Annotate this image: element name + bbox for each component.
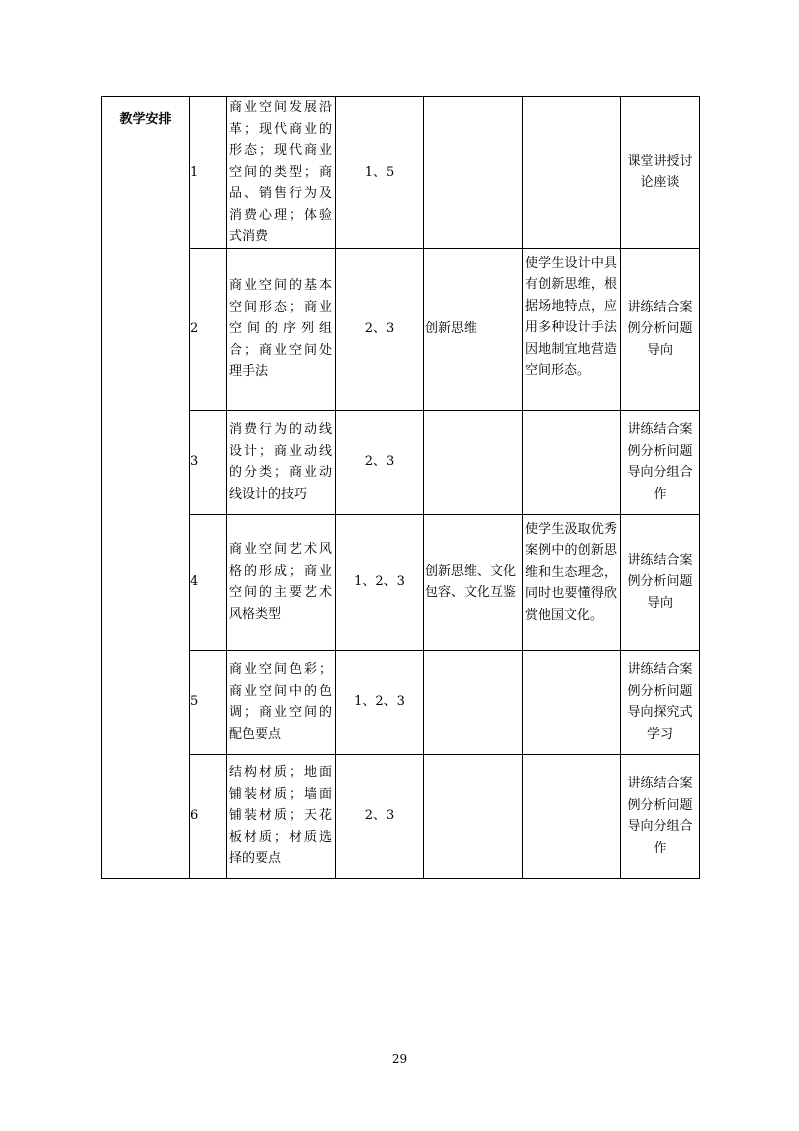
method-cell: 讲练结合案例分析问题导向 <box>621 514 700 650</box>
table-row <box>102 97 700 249</box>
page-number: 29 <box>391 1052 408 1066</box>
table-row <box>102 650 700 754</box>
hours-cell: 1、2、3 <box>336 514 424 650</box>
ideology-cell <box>523 650 621 754</box>
content-cell: 商业空间的基本空间形态；商业空间的序列组合；商业空间处理手法 <box>227 248 336 410</box>
row-number: 3 <box>190 410 227 514</box>
row-number: 4 <box>190 514 227 650</box>
content-cell: 商业空间发展沿革；现代商业的形态；现代商业空间的类型；商品、销售行为及消费心理；体验式消费 <box>227 97 336 249</box>
content-cell: 商业空间艺术风格的形成；商业空间的主要艺术风格类型 <box>227 514 336 650</box>
method-cell: 讲练结合案例分析问题导向分组合作 <box>621 754 700 878</box>
ideology-cell <box>523 754 621 878</box>
hours-cell: 2、3 <box>336 248 424 410</box>
table-row <box>102 514 700 650</box>
goal-cell <box>424 97 523 249</box>
ideology-cell: 使学生设计中具有创新思维，根据场地特点，应用多种设计手法因地制宜地营造空间形态。 <box>523 248 621 410</box>
row-number: 1 <box>190 97 227 249</box>
table-row <box>102 410 700 514</box>
goal-cell <box>424 410 523 514</box>
row-number: 2 <box>190 248 227 410</box>
row-number: 6 <box>190 754 227 878</box>
row-number: 5 <box>190 650 227 754</box>
method-cell: 讲练结合案例分析问题导向探究式学习 <box>621 650 700 754</box>
method-cell: 课堂讲授讨论座谈 <box>621 97 700 249</box>
section-label: 教学安排 <box>102 97 190 879</box>
goal-cell <box>424 650 523 754</box>
goal-cell: 创新思维、文化包容、文化互鉴 <box>424 514 523 650</box>
ideology-cell <box>523 97 621 249</box>
method-cell: 讲练结合案例分析问题导向分组合作 <box>621 410 700 514</box>
hours-cell: 2、3 <box>336 410 424 514</box>
teaching-schedule-table <box>101 96 700 879</box>
table-row <box>102 248 700 410</box>
ideology-cell: 使学生汲取优秀案例中的创新思维和生态理念，同时也要懂得欣赏他国文化。 <box>523 514 621 650</box>
goal-cell <box>424 754 523 878</box>
ideology-cell <box>523 410 621 514</box>
goal-cell: 创新思维 <box>424 248 523 410</box>
table-row <box>102 754 700 878</box>
content-cell: 结构材质；地面铺装材质；墙面铺装材质；天花板材质；材质选择的要点 <box>227 754 336 878</box>
hours-cell: 1、5 <box>336 97 424 249</box>
hours-cell: 2、3 <box>336 754 424 878</box>
hours-cell: 1、2、3 <box>336 650 424 754</box>
method-cell: 讲练结合案例分析问题导向 <box>621 248 700 410</box>
content-cell: 商业空间色彩；商业空间中的色调；商业空间的配色要点 <box>227 650 336 754</box>
content-cell: 消费行为的动线设计；商业动线的分类；商业动线设计的技巧 <box>227 410 336 514</box>
